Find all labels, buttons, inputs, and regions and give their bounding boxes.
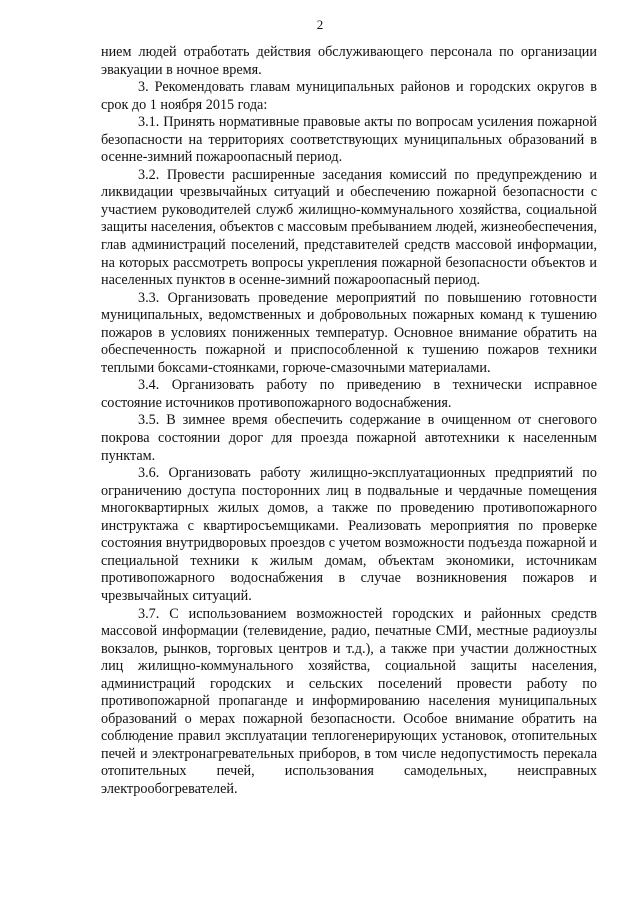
paragraph-3-6: 3.6. Организовать работу жилищно-эксплуатационных предприятий по ограничению доступа посторонних лиц в подвальные и чердачные помещения многоквартирных жилых домов, а также по проведению противопожарного инструктажа с квартиросъемщиками. Реализовать мероприятия по проверке состояния внутридворовых проездов с учетом возможности подъезда пожарной и специальной техники к жилым домам, объектам экономики, источникам противопожарного водоснабжения в случае возникновения пожаров и чрезвычайных ситуаций. xyxy=(101,465,597,604)
document-body xyxy=(101,44,597,799)
paragraph-3-2: 3.2. Провести расширенные заседания комиссий по предупреждению и ликвидации чрезвычайных ситуаций и обеспечению пожарной безопасности с участием руководителей служб жилищно-коммунального хозяйства, социальной защиты населения, объектов с массовым пребыванием людей, жизнеобеспечения, глав администраций поселений, представителей средств массовой информации, на которых рассмотреть вопросы укрепления пожарной безопасности объектов и населенных пунктов в осенне-зимний пожароопасный период. xyxy=(101,166,597,289)
paragraph-3-3: 3.3. Организовать проведение мероприятий по повышению готовности муниципальных, ведомственных и добровольных пожарных команд к тушению пожаров в условиях пониженных температур. Основное внимание обратить на обеспеченность пожарной и приспособленной к тушению пожаров техники теплыми боксами-стоянками, горюче-смазочными материалами. xyxy=(101,289,597,376)
paragraph-continuation: нием людей отработать действия обслуживающего персонала по организации эвакуации в ночное время. xyxy=(101,44,597,78)
paragraph-3-5: 3.5. В зимнее время обеспечить содержание в очищенном от снегового покрова состоянии дорог для проезда пожарной автотехники к населенным пунктам. xyxy=(101,412,597,464)
paragraph-3: 3. Рекомендовать главам муниципальных районов и городских округов в срок до 1 ноября 2015 года: xyxy=(101,79,597,113)
paragraph-3-4: 3.4. Организовать работу по приведению в технически исправное состояние источников противопожарного водоснабжения. xyxy=(101,377,597,411)
paragraph-3-1: 3.1. Принять нормативные правовые акты по вопросам усиления пожарной безопасности на территориях соответствующих муниципальных образований в осенне-зимний пожароопасный период. xyxy=(101,114,597,166)
paragraph-3-7: 3.7. С использованием возможностей городских и районных средств массовой информации (телевидение, радио, печатные СМИ, местные радиоузлы вокзалов, рынков, торговых центров и т.д.), а также при участии должностных лиц жилищно-коммунального хозяйства, социальной защиты населения, администраций городских и сельских поселений провести работу по противопожарной пропаганде и информированию населения муниципальных образований о мерах пожарной безопасности. Особое внимание обратить на соблюдение правил эксплуатации теплогенерирующих установок, отопительных печей и электронагревательных приборов, в том числе недопустимость перекала отопительных печей, использования самодельных, неисправных электрообогревателей. xyxy=(101,605,597,797)
page-number: 2 xyxy=(316,17,324,32)
